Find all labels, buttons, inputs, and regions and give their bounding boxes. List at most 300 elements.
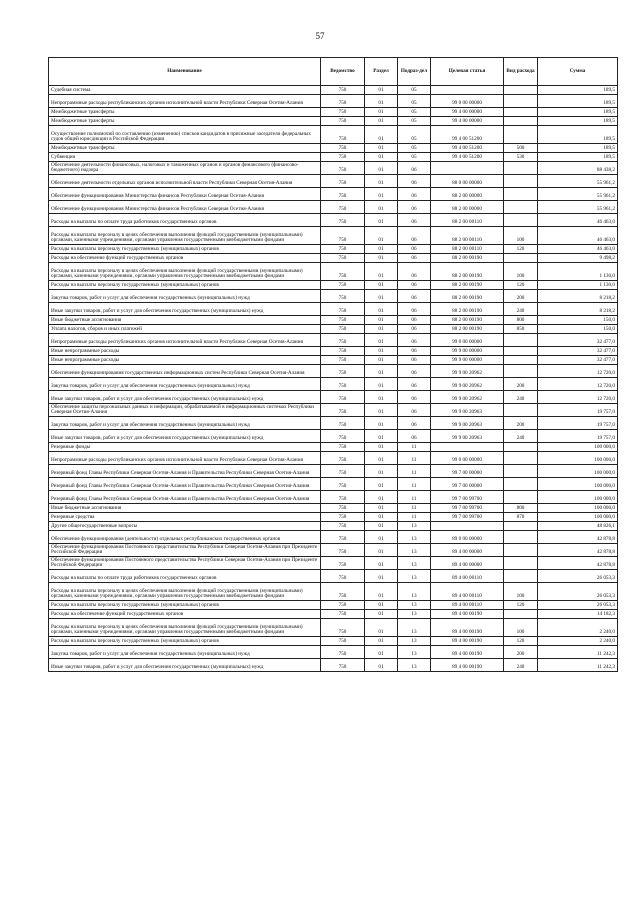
row-expense-type	[504, 188, 538, 201]
table-row	[49, 347, 618, 356]
row-name: Расходы на выплаты персоналу государственных (муниципальных) органов	[49, 601, 321, 610]
row-subsection: 13	[398, 544, 431, 557]
row-subsection: 13	[398, 531, 431, 544]
row-department: 750	[321, 188, 365, 201]
row-section: 01	[365, 452, 398, 465]
row-department: 750	[321, 378, 365, 391]
row-section: 01	[365, 404, 398, 417]
row-name: Расходы на обеспечение функций государственных органов	[49, 610, 321, 619]
header-subsection: Подраз-дел	[398, 58, 431, 86]
row-expense-type: 200	[504, 290, 538, 303]
row-amount: 8 218,2	[538, 290, 618, 303]
row-section: 01	[365, 126, 398, 144]
row-name: Расходы на выплаты персоналу в целях обеспечения выполнения функций государственными (муниципальными) органами, казенными учреждениями, органами управления государственными внебюджетными фондами	[49, 227, 321, 245]
row-expense-type: 120	[504, 637, 538, 646]
row-amount: 100 000,0	[538, 504, 618, 513]
row-subsection: 13	[398, 583, 431, 601]
row-amount: 42 878,8	[538, 544, 618, 557]
table-row	[49, 570, 618, 583]
row-expense-type	[504, 478, 538, 491]
row-subsection: 06	[398, 334, 431, 347]
row-subsection: 13	[398, 570, 431, 583]
row-target-item: 99 9 00 20962	[431, 365, 504, 378]
row-subsection: 06	[398, 356, 431, 365]
table-row	[49, 404, 618, 417]
row-target-item: 88 2 00 00000	[431, 201, 504, 214]
table-row	[49, 378, 618, 391]
row-department: 750	[321, 347, 365, 356]
table-row	[49, 126, 618, 144]
row-target-item: 89 4 00 00110	[431, 583, 504, 601]
row-subsection: 06	[398, 245, 431, 254]
row-target-item: 89 4 00 00000	[431, 557, 504, 570]
row-subsection: 06	[398, 290, 431, 303]
row-amount: 12 720,0	[538, 365, 618, 378]
table-row	[49, 478, 618, 491]
row-amount: 26 053,3	[538, 601, 618, 610]
row-section: 01	[365, 153, 398, 162]
row-expense-type: 530	[504, 153, 538, 162]
row-target-item: 88 2 00 00190	[431, 263, 504, 281]
row-section: 01	[365, 570, 398, 583]
row-name: Закупка товаров, работ и услуг для обеспечения государственных (муниципальных) нужд	[49, 290, 321, 303]
row-amount: 55 961,2	[538, 201, 618, 214]
table-row	[49, 201, 618, 214]
table-row	[49, 544, 618, 557]
row-expense-type	[504, 214, 538, 227]
row-department: 750	[321, 504, 365, 513]
row-amount: 42 878,8	[538, 531, 618, 544]
row-amount: 100 000,0	[538, 513, 618, 522]
row-section: 01	[365, 430, 398, 443]
row-subsection: 06	[398, 281, 431, 290]
row-section: 01	[365, 201, 398, 214]
row-amount: 55 961,2	[538, 188, 618, 201]
table-row	[49, 417, 618, 430]
table-row	[49, 356, 618, 365]
row-target-item	[431, 522, 504, 531]
row-section: 01	[365, 659, 398, 672]
row-expense-type	[504, 365, 538, 378]
header-target-item: Целевая статья	[431, 58, 504, 86]
row-expense-type	[504, 610, 538, 619]
row-amount: 100 000,0	[538, 491, 618, 504]
row-expense-type: 200	[504, 378, 538, 391]
row-section: 01	[365, 478, 398, 491]
row-amount: 2 240,0	[538, 637, 618, 646]
row-amount: 150,0	[538, 325, 618, 334]
row-target-item	[431, 86, 504, 95]
row-expense-type: 100	[504, 619, 538, 637]
row-section: 01	[365, 637, 398, 646]
row-target-item: 99 4 00 51200	[431, 126, 504, 144]
row-section: 01	[365, 316, 398, 325]
row-name: Закупка товаров, работ и услуг для обеспечения государственных (муниципальных) нужд	[49, 417, 321, 430]
row-department: 750	[321, 646, 365, 659]
table-row	[49, 86, 618, 95]
row-target-item: 88 2 00 00190	[431, 254, 504, 263]
row-target-item: 99 9 00 20963	[431, 417, 504, 430]
row-expense-type	[504, 175, 538, 188]
row-subsection: 06	[398, 263, 431, 281]
row-department: 750	[321, 601, 365, 610]
row-amount: 48 826,1	[538, 522, 618, 531]
row-target-item: 89 4 00 00190	[431, 637, 504, 646]
row-target-item: 99 7 00 00000	[431, 465, 504, 478]
row-expense-type: 120	[504, 601, 538, 610]
row-department: 750	[321, 659, 365, 672]
row-amount: 55 961,2	[538, 175, 618, 188]
row-name: Межбюджетные трансферты	[49, 144, 321, 153]
row-subsection: 13	[398, 610, 431, 619]
row-expense-type: 200	[504, 417, 538, 430]
row-department: 750	[321, 334, 365, 347]
row-department: 750	[321, 263, 365, 281]
row-amount: 88 438,2	[538, 162, 618, 175]
row-amount: 26 053,3	[538, 583, 618, 601]
row-section: 01	[365, 365, 398, 378]
row-name: Обеспечение функционирования Министерства финансов Республики Северная Осетия-Алания	[49, 201, 321, 214]
row-department: 750	[321, 153, 365, 162]
row-expense-type	[504, 108, 538, 117]
row-section: 01	[365, 144, 398, 153]
table-row	[49, 175, 618, 188]
row-expense-type	[504, 201, 538, 214]
row-name: Резервные средства	[49, 513, 321, 522]
row-name: Непрограммные расходы республиканских органов исполнительной власти Республики Северная Осетия-Алания	[49, 452, 321, 465]
row-name: Закупка товаров, работ и услуг для обеспечения государственных (муниципальных) нужд	[49, 378, 321, 391]
row-department: 750	[321, 254, 365, 263]
row-amount: 100 000,0	[538, 478, 618, 491]
row-department: 750	[321, 144, 365, 153]
row-subsection: 06	[398, 188, 431, 201]
row-department: 750	[321, 126, 365, 144]
row-department: 750	[321, 201, 365, 214]
row-target-item: 99 9 00 00000	[431, 347, 504, 356]
row-department: 750	[321, 245, 365, 254]
row-subsection: 11	[398, 513, 431, 522]
row-section: 01	[365, 188, 398, 201]
row-target-item: 89 4 00 00190	[431, 659, 504, 672]
row-target-item: 89 4 00 00110	[431, 570, 504, 583]
row-department: 750	[321, 117, 365, 126]
header-department: Ведомство	[321, 58, 365, 86]
table-row	[49, 290, 618, 303]
row-amount: 32 477,0	[538, 334, 618, 347]
row-subsection: 06	[398, 214, 431, 227]
table-row	[49, 646, 618, 659]
row-amount: 32 477,0	[538, 356, 618, 365]
table-row	[49, 504, 618, 513]
row-target-item: 99 4 00 51200	[431, 144, 504, 153]
row-subsection: 06	[398, 316, 431, 325]
row-name: Иные закупки товаров, работ и услуг для обеспечения государственных (муниципальных) нужд	[49, 391, 321, 404]
row-department: 750	[321, 583, 365, 601]
row-subsection: 06	[398, 162, 431, 175]
row-amount: 189,5	[538, 95, 618, 108]
row-target-item: 88 2 00 00190	[431, 290, 504, 303]
row-section: 01	[365, 281, 398, 290]
table-row	[49, 245, 618, 254]
table-row	[49, 365, 618, 378]
row-section: 01	[365, 162, 398, 175]
table-body	[49, 86, 618, 672]
table-row	[49, 144, 618, 153]
row-target-item: 99 4 00 00000	[431, 108, 504, 117]
row-subsection: 13	[398, 619, 431, 637]
table-row	[49, 637, 618, 646]
row-name: Расходы на выплаты персоналу в целях обеспечения выполнения функций государственными (муниципальными) органами, казенными учреждениями, органами управления государственными внебюджетными фондами	[49, 619, 321, 637]
row-department: 750	[321, 557, 365, 570]
row-target-item: 89 0 00 00000	[431, 531, 504, 544]
row-section: 01	[365, 117, 398, 126]
table-row	[49, 162, 618, 175]
row-expense-type	[504, 334, 538, 347]
row-target-item: 88 2 00 00190	[431, 325, 504, 334]
row-name: Расходы на выплаты персоналу государственных (муниципальных) органов	[49, 637, 321, 646]
row-target-item: 99 4 00 00000	[431, 117, 504, 126]
row-target-item: 89 4 00 00000	[431, 544, 504, 557]
row-amount: 19 757,0	[538, 430, 618, 443]
row-subsection: 06	[398, 365, 431, 378]
row-expense-type: 870	[504, 513, 538, 522]
row-subsection: 13	[398, 522, 431, 531]
row-expense-type	[504, 452, 538, 465]
row-department: 750	[321, 619, 365, 637]
row-department: 750	[321, 417, 365, 430]
row-subsection: 13	[398, 646, 431, 659]
row-target-item: 89 4 00 00190	[431, 610, 504, 619]
row-expense-type	[504, 570, 538, 583]
row-amount: 150,0	[538, 316, 618, 325]
row-name: Непрограммные расходы республиканских органов исполнительной власти Республики Северная Осетия-Алания	[49, 334, 321, 347]
row-expense-type: 120	[504, 281, 538, 290]
row-name: Другие общегосударственные вопросы	[49, 522, 321, 531]
row-target-item: 99 7 00 99700	[431, 504, 504, 513]
row-name: Осуществление полномочий по составлению (изменению) списков кандидатов в присяжные заседатели федеральных судов общей юрисдикции в Российской Федерации	[49, 126, 321, 144]
row-department: 750	[321, 316, 365, 325]
row-name: Обеспечение деятельности отдельных органов исполнительной власти Республики Северная Осетия-Алания	[49, 175, 321, 188]
row-target-item: 88 2 00 00190	[431, 281, 504, 290]
row-expense-type: 500	[504, 144, 538, 153]
row-department: 750	[321, 227, 365, 245]
row-name: Непрограммные расходы республиканских органов исполнительной власти Республики Северная Осетия-Алания	[49, 95, 321, 108]
table-row	[49, 557, 618, 570]
row-amount: 189,5	[538, 86, 618, 95]
row-amount: 26 053,3	[538, 570, 618, 583]
row-expense-type	[504, 117, 538, 126]
row-department: 750	[321, 391, 365, 404]
row-name: Обеспечение функционирования государственных информационных систем Республики Северная Осетия-Алания	[49, 365, 321, 378]
table-row	[49, 513, 618, 522]
row-amount: 1 130,0	[538, 263, 618, 281]
table-row	[49, 325, 618, 334]
row-amount: 8 218,2	[538, 303, 618, 316]
row-name: Иные бюджетные ассигнования	[49, 316, 321, 325]
row-section: 01	[365, 86, 398, 95]
row-section: 01	[365, 491, 398, 504]
row-target-item: 89 4 00 00190	[431, 646, 504, 659]
row-target-item: 88 2 00 00110	[431, 227, 504, 245]
row-subsection: 06	[398, 391, 431, 404]
row-department: 750	[321, 86, 365, 95]
table-row	[49, 303, 618, 316]
row-department: 750	[321, 162, 365, 175]
table-row	[49, 465, 618, 478]
row-amount: 14 182,3	[538, 610, 618, 619]
header-section: Раздел	[365, 58, 398, 86]
row-subsection: 05	[398, 117, 431, 126]
row-name: Закупка товаров, работ и услуг для обеспечения государственных (муниципальных) нужд	[49, 646, 321, 659]
row-expense-type: 800	[504, 316, 538, 325]
row-department: 750	[321, 531, 365, 544]
row-subsection: 06	[398, 201, 431, 214]
row-department: 750	[321, 365, 365, 378]
row-amount: 42 878,8	[538, 557, 618, 570]
row-name: Расходы на выплаты персоналу в целях обеспечения выполнения функций государственными (муниципальными) органами, казенными учреждениями, органами управления государственными внебюджетными фондами	[49, 583, 321, 601]
row-name: Резервный фонд Главы Республики Северная Осетия-Алания и Правительства Республики Северная Осетия-Алания	[49, 491, 321, 504]
row-name: Межбюджетные трансферты	[49, 108, 321, 117]
row-subsection: 05	[398, 108, 431, 117]
row-name: Межбюджетные трансферты	[49, 117, 321, 126]
budget-table	[48, 57, 618, 672]
row-expense-type	[504, 254, 538, 263]
row-subsection: 06	[398, 347, 431, 356]
row-name: Обеспечение функционирования Министерства финансов Республики Северная Осетия-Алания	[49, 188, 321, 201]
row-name: Расходы на выплаты по оплате труда работников государственных органов	[49, 570, 321, 583]
row-section: 01	[365, 245, 398, 254]
row-department: 750	[321, 491, 365, 504]
row-section: 01	[365, 303, 398, 316]
row-subsection: 13	[398, 637, 431, 646]
row-target-item: 88 2 00 00190	[431, 303, 504, 316]
row-name: Расходы на выплаты по оплате труда работников государственных органов	[49, 214, 321, 227]
row-target-item: 99 0 00 00000	[431, 95, 504, 108]
row-expense-type: 200	[504, 646, 538, 659]
row-target-item: 99 9 00 20962	[431, 378, 504, 391]
table-row	[49, 153, 618, 162]
row-amount: 19 757,0	[538, 417, 618, 430]
row-subsection: 06	[398, 175, 431, 188]
table-row	[49, 391, 618, 404]
row-target-item: 88 2 00 00000	[431, 188, 504, 201]
row-name: Обеспечение деятельности финансовых, налоговых и таможенных органов и органов финансового (финансово-бюджетного) надзора	[49, 162, 321, 175]
row-amount: 12 720,0	[538, 391, 618, 404]
table-row	[49, 659, 618, 672]
row-amount: 46 463,0	[538, 227, 618, 245]
row-name: Судебная система	[49, 86, 321, 95]
row-section: 01	[365, 443, 398, 452]
row-subsection: 06	[398, 417, 431, 430]
row-expense-type	[504, 126, 538, 144]
row-name: Расходы на обеспечение функций государственных органов	[49, 254, 321, 263]
row-department: 750	[321, 95, 365, 108]
row-expense-type	[504, 86, 538, 95]
row-amount: 1 130,0	[538, 281, 618, 290]
row-subsection: 05	[398, 153, 431, 162]
row-subsection: 11	[398, 478, 431, 491]
row-department: 750	[321, 478, 365, 491]
row-expense-type	[504, 162, 538, 175]
row-department: 750	[321, 452, 365, 465]
table-row	[49, 227, 618, 245]
row-section: 01	[365, 557, 398, 570]
row-subsection: 11	[398, 491, 431, 504]
row-section: 01	[365, 619, 398, 637]
table-row	[49, 610, 618, 619]
table-row	[49, 430, 618, 443]
row-department: 750	[321, 522, 365, 531]
row-amount: 46 463,0	[538, 214, 618, 227]
row-subsection: 13	[398, 601, 431, 610]
row-subsection: 05	[398, 144, 431, 153]
table-row	[49, 108, 618, 117]
table-row	[49, 619, 618, 637]
row-subsection: 06	[398, 430, 431, 443]
row-department: 750	[321, 430, 365, 443]
row-section: 01	[365, 347, 398, 356]
row-subsection: 06	[398, 303, 431, 316]
row-section: 01	[365, 263, 398, 281]
row-expense-type: 240	[504, 659, 538, 672]
row-name: Обеспечение защиты персональных данных и информации, обрабатываемой в информационных системах Республики Северная Осетия-Алания	[49, 404, 321, 417]
row-amount: 9 498,2	[538, 254, 618, 263]
row-section: 01	[365, 334, 398, 347]
row-name: Иные непрограммные расходы	[49, 356, 321, 365]
row-department: 750	[321, 544, 365, 557]
row-name: Резервные фонды	[49, 443, 321, 452]
row-amount: 100 000,0	[538, 443, 618, 452]
row-expense-type	[504, 544, 538, 557]
row-section: 01	[365, 356, 398, 365]
row-amount: 32 477,0	[538, 347, 618, 356]
row-subsection: 06	[398, 227, 431, 245]
row-department: 750	[321, 281, 365, 290]
row-section: 01	[365, 465, 398, 478]
row-name: Иные бюджетные ассигнования	[49, 504, 321, 513]
row-expense-type	[504, 443, 538, 452]
row-name: Обеспечение функционирования Постоянного представительства Республики Северная Осетия-Алания при Президенте Российской Федерации	[49, 544, 321, 557]
row-department: 750	[321, 637, 365, 646]
table-row	[49, 117, 618, 126]
row-amount: 189,5	[538, 126, 618, 144]
table-row	[49, 491, 618, 504]
table-row	[49, 522, 618, 531]
row-target-item: 89 4 00 00110	[431, 601, 504, 610]
row-name: Расходы на выплаты персоналу государственных (муниципальных) органов	[49, 245, 321, 254]
row-expense-type	[504, 404, 538, 417]
row-expense-type: 100	[504, 263, 538, 281]
row-department: 750	[321, 175, 365, 188]
row-section: 01	[365, 513, 398, 522]
page-number: 57	[315, 31, 325, 41]
row-target-item: 99 7 00 00000	[431, 478, 504, 491]
row-name: Расходы на выплаты персоналу в целях обеспечения выполнения функций государственными (муниципальными) органами, казенными учреждениями, органами управления государственными внебюджетными фондами	[49, 263, 321, 281]
row-amount: 11 242,3	[538, 659, 618, 672]
table-row	[49, 531, 618, 544]
row-department: 750	[321, 404, 365, 417]
row-expense-type: 240	[504, 391, 538, 404]
row-name: Резервный фонд Главы Республики Северная Осетия-Алания и Правительства Республики Северная Осетия-Алания	[49, 465, 321, 478]
row-section: 01	[365, 522, 398, 531]
row-subsection: 13	[398, 659, 431, 672]
row-target-item: 99 0 00 00000	[431, 334, 504, 347]
row-section: 01	[365, 254, 398, 263]
row-expense-type	[504, 491, 538, 504]
row-subsection: 06	[398, 378, 431, 391]
row-amount: 100 000,0	[538, 452, 618, 465]
table-row	[49, 254, 618, 263]
